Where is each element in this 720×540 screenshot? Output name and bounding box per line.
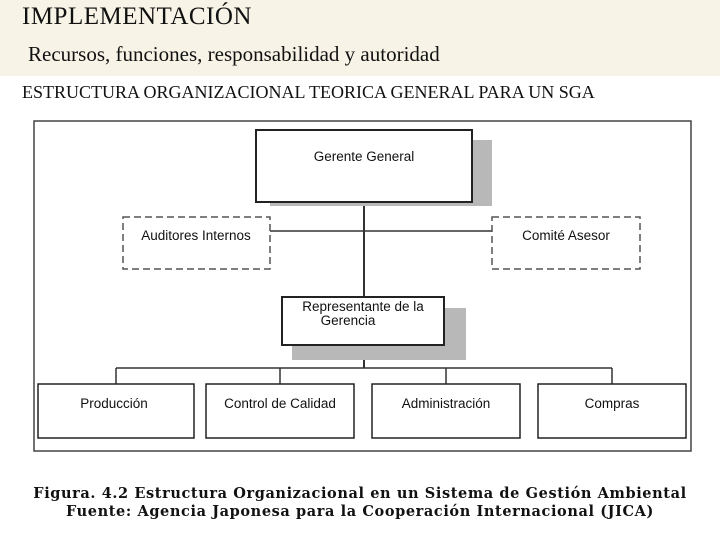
page-title: IMPLEMENTACIÓN	[22, 3, 252, 30]
dept-box-quality	[206, 384, 354, 438]
dept-box-purchasing	[538, 384, 686, 438]
top-box-label: Gerente General	[313, 149, 415, 164]
dept-label-administration: Administración	[401, 396, 491, 411]
dept-box-administration	[372, 384, 520, 438]
advisory-box-auditors	[123, 217, 270, 269]
dept-box-production	[38, 384, 194, 438]
rep-box-label-2: Gerencia	[320, 313, 376, 328]
dept-label-quality: Control de Calidad	[224, 396, 336, 411]
rep-box-label-1: Representante de la	[302, 299, 424, 314]
section-title: ESTRUCTURA ORGANIZACIONAL TEORICA GENERAL PARA UN SGA	[22, 82, 595, 102]
advisory-label-committee: Comité Asesor	[522, 228, 610, 243]
advisory-label-auditors: Auditores Internos	[141, 228, 251, 243]
dept-label-purchasing: Compras	[584, 396, 640, 411]
figure-source: Fuente: Agencia Japonesa para la Cooperación Internacional (JICA)	[66, 503, 654, 520]
figure-caption: Figura. 4.2 Estructura Organizacional en un Sistema de Gestión Ambiental	[33, 485, 687, 502]
dept-label-production: Producción	[80, 396, 148, 411]
advisory-box-committee	[492, 217, 640, 269]
top-box	[256, 130, 472, 202]
page-subtitle: Recursos, funciones, responsabilidad y autoridad	[28, 42, 440, 66]
